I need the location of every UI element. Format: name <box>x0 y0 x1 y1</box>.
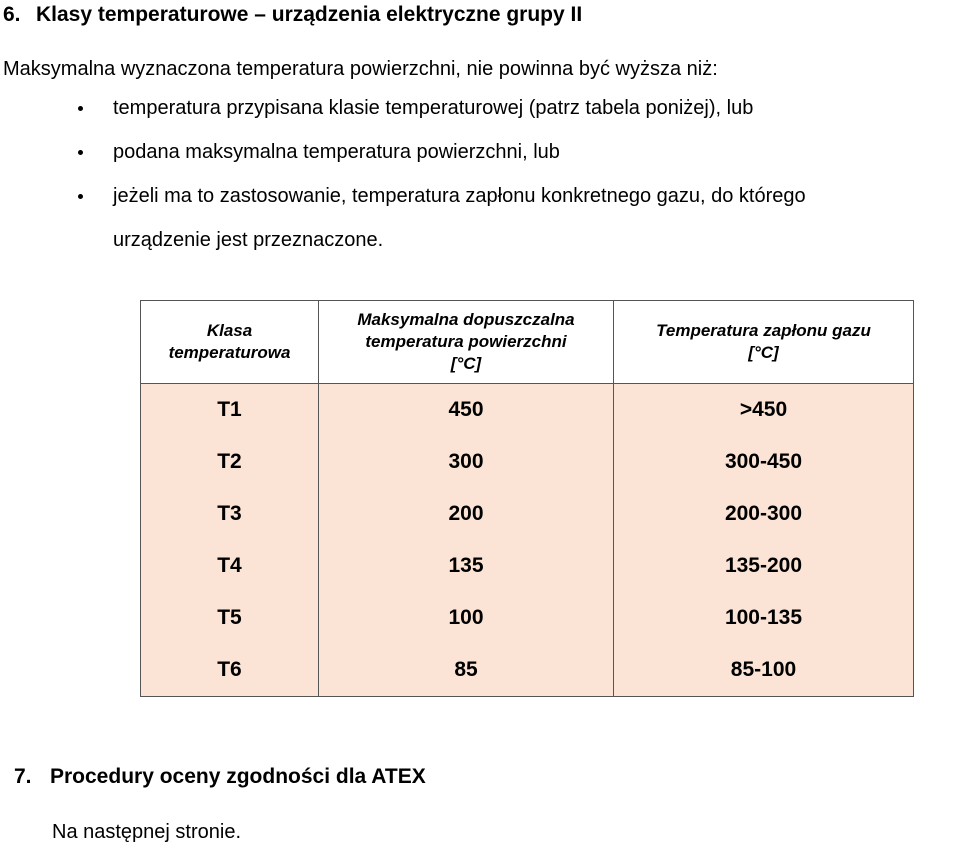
table-row <box>141 644 914 697</box>
section-number: 7. <box>14 765 32 788</box>
section-title: Klasy temperaturowe – urządzenia elektryczne grupy II <box>36 3 583 26</box>
list-item-text: jeżeli ma to zastosowanie, temperatura zapłonu konkretnego gazu, do którego <box>113 185 806 207</box>
bullet-icon <box>78 106 83 111</box>
cell-klasa: T2 <box>141 436 319 488</box>
cell-zaplon: 200-300 <box>614 488 914 540</box>
list-item-text: podana maksymalna temperatura powierzchni, lub <box>113 141 560 163</box>
header-zaplon: Temperatura zapłonu gazu [°C] <box>614 301 914 384</box>
cell-max-temp: 450 <box>319 384 614 437</box>
list-item <box>0 184 960 252</box>
requirements-list <box>0 96 960 252</box>
bullet-icon <box>78 150 83 155</box>
bullet-icon <box>78 194 83 199</box>
table-row <box>141 436 914 488</box>
temperature-class-table <box>140 300 914 697</box>
table-row <box>141 540 914 592</box>
cell-zaplon: 300-450 <box>614 436 914 488</box>
cell-klasa: T6 <box>141 644 319 697</box>
cell-klasa: T1 <box>141 384 319 437</box>
cell-max-temp: 200 <box>319 488 614 540</box>
cell-zaplon: 100-135 <box>614 592 914 644</box>
cell-max-temp: 300 <box>319 436 614 488</box>
header-klasa: Klasa temperaturowa <box>141 301 319 384</box>
table-header-row <box>141 301 914 384</box>
section-6-heading <box>3 3 582 27</box>
list-item-continuation: urządzenie jest przeznaczone. <box>113 229 384 251</box>
cell-klasa: T3 <box>141 488 319 540</box>
list-item <box>0 140 960 164</box>
cell-max-temp: 85 <box>319 644 614 697</box>
section-7-heading <box>14 765 426 789</box>
table-row <box>141 384 914 437</box>
continued-note: Na następnej stronie. <box>52 821 242 843</box>
section-number: 6. <box>3 3 21 26</box>
cell-zaplon: 85-100 <box>614 644 914 697</box>
table-row <box>141 592 914 644</box>
cell-zaplon: 135-200 <box>614 540 914 592</box>
cell-max-temp: 135 <box>319 540 614 592</box>
cell-max-temp: 100 <box>319 592 614 644</box>
cell-klasa: T4 <box>141 540 319 592</box>
table-row <box>141 488 914 540</box>
list-item <box>0 96 960 120</box>
intro-paragraph: Maksymalna wyznaczona temperatura powierzchni, nie powinna być wyższa niż: <box>3 58 718 80</box>
section-title: Procedury oceny zgodności dla ATEX <box>50 765 426 788</box>
header-max-temp: Maksymalna dopuszczalna temperatura powierzchni [°C] <box>319 301 614 384</box>
cell-klasa: T5 <box>141 592 319 644</box>
cell-zaplon: >450 <box>614 384 914 437</box>
list-item-text: temperatura przypisana klasie temperaturowej (patrz tabela poniżej), lub <box>113 97 754 119</box>
